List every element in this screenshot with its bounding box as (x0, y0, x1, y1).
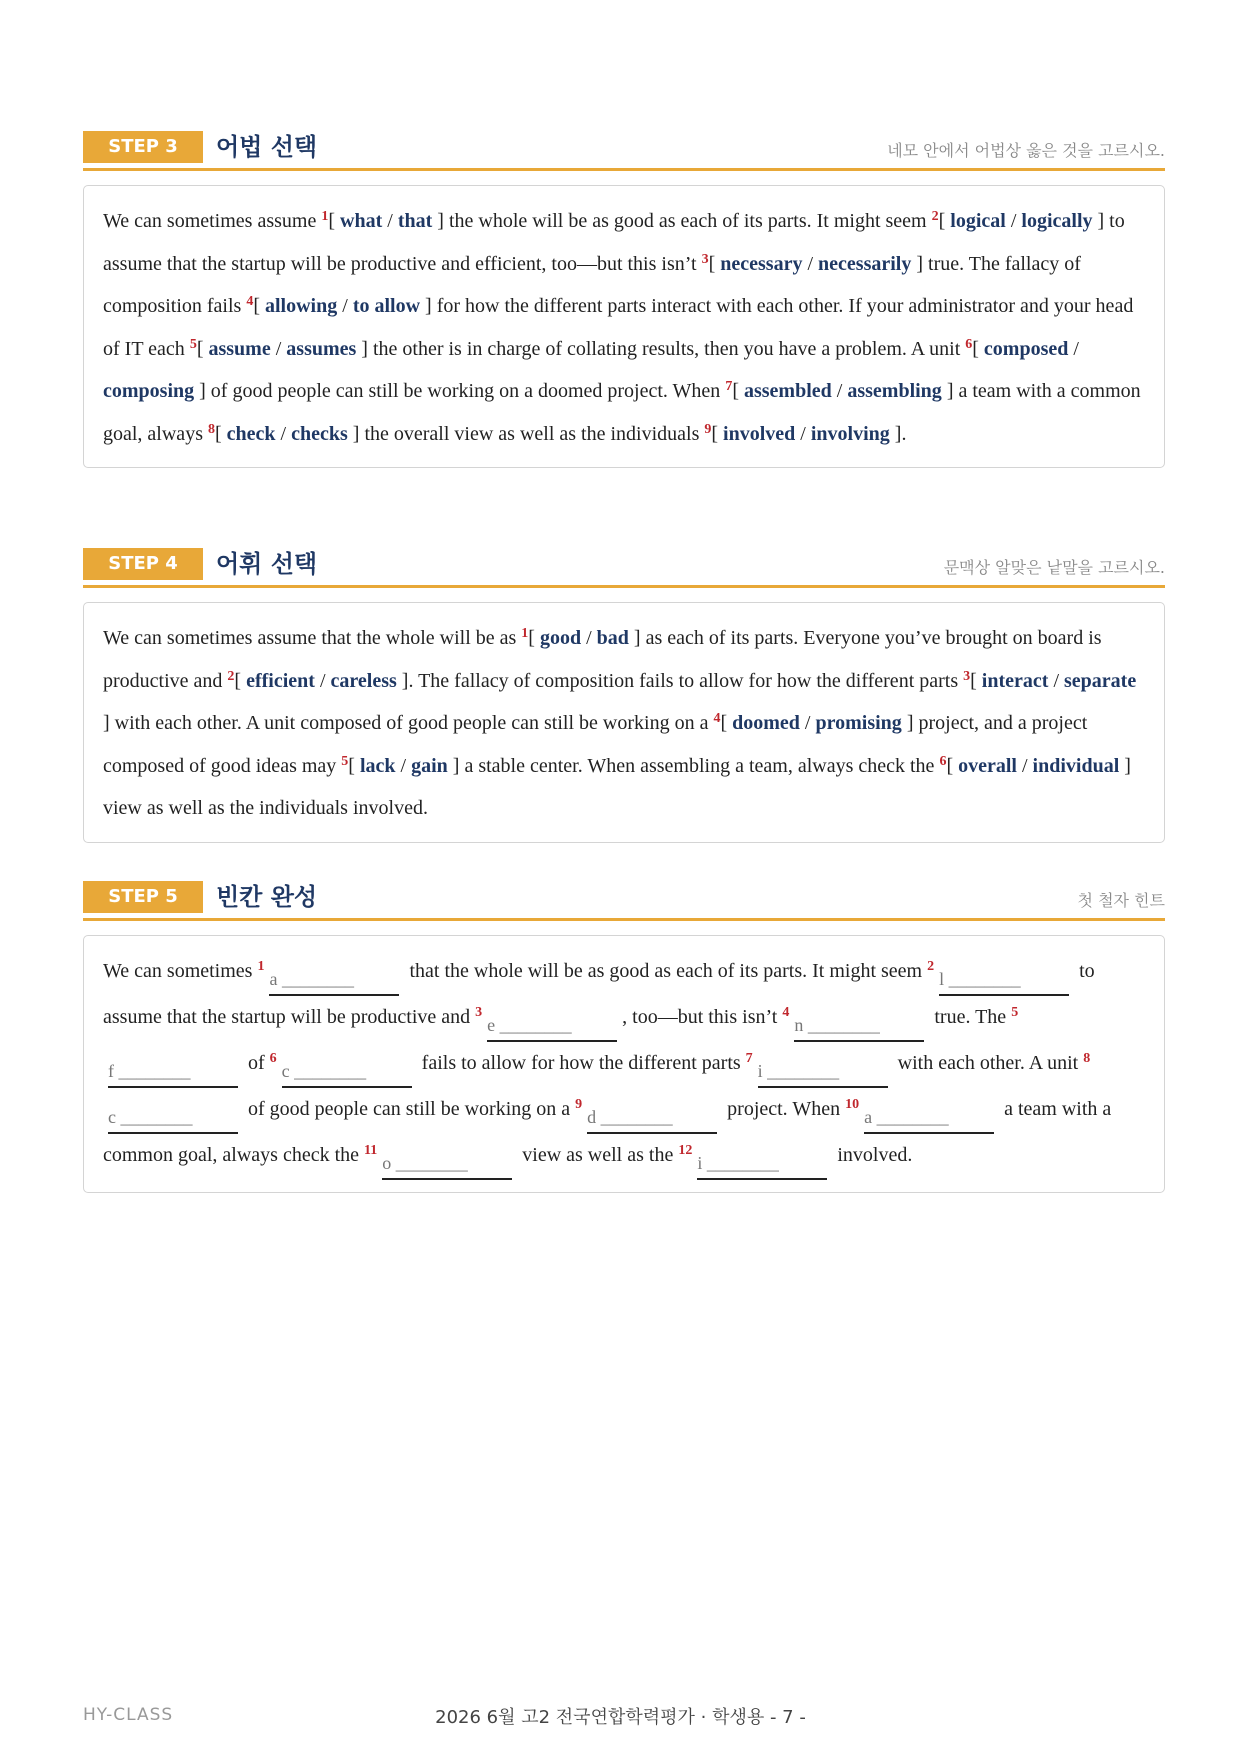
blank-field[interactable]: i ________ (697, 1148, 827, 1180)
option-a[interactable]: allowing (265, 295, 338, 317)
question-number: 2 (927, 959, 935, 974)
option-b[interactable]: that (397, 210, 433, 232)
passage-text: true. The (929, 1006, 1012, 1028)
question-number: 1 (257, 959, 265, 974)
passage-text: a team with a common goal, always check the (103, 1098, 1112, 1166)
option-a[interactable]: involved (723, 422, 796, 445)
step3-badge: STEP 3 (83, 131, 203, 163)
option-b[interactable]: composing (103, 380, 195, 402)
step3-title: 어법 선택 (216, 133, 318, 161)
passage-text: a team with a common goal, always (103, 380, 1141, 445)
option-b[interactable]: involving (810, 422, 890, 445)
passage-text: a stable center. When assembling a team, always check the (459, 754, 940, 777)
passage-text: view as well as the (517, 1144, 679, 1166)
blank-field[interactable]: c ________ (282, 1056, 412, 1088)
passage-text: to assume that the startup will be productive and (103, 960, 1095, 1028)
option-a[interactable]: lack (359, 754, 396, 777)
passage-text: , too—but this isn’t (622, 1006, 783, 1028)
passage-text: true. The fallacy of composition fails (103, 252, 1081, 317)
question-number: 8 (1083, 1051, 1091, 1066)
footer-brand: HY-CLASS (83, 1705, 174, 1725)
question-number: 2 (931, 209, 939, 224)
question-number: 1 (321, 209, 329, 224)
option-a[interactable]: interact (981, 669, 1049, 692)
blank-field[interactable]: f ________ (108, 1056, 238, 1088)
passage-text: the other is in charge of collating results, then you have a problem. A unit (367, 337, 966, 360)
step4-section (83, 545, 1165, 843)
option-a[interactable]: check (226, 422, 276, 445)
option-b[interactable]: necessarily (818, 252, 912, 275)
footer-page-info: 2026 6월 고2 전국연합학력평가 · 학생용 - 7 - (435, 1707, 806, 1728)
passage-text: project, and a project composed of good ideas may (103, 712, 1088, 777)
question-number: 8 (207, 421, 215, 437)
step5-header (83, 878, 1165, 921)
step3-section (83, 128, 1165, 468)
option-b[interactable]: assumes (286, 337, 357, 360)
option-a[interactable]: composed (983, 337, 1069, 360)
option-a[interactable]: assume (208, 337, 271, 360)
step5-passage (83, 935, 1165, 1193)
option-a[interactable]: overall (958, 754, 1017, 777)
option-b[interactable]: separate (1064, 669, 1137, 692)
question-number: 4 (713, 711, 721, 726)
option-a[interactable]: logical (950, 210, 1006, 232)
question-number: 6 (939, 753, 947, 769)
question-number: 3 (701, 251, 709, 267)
question-number: 2 (227, 668, 235, 684)
passage-text: . The fallacy of composition fails to allow for how the different parts (408, 669, 964, 692)
passage-text: We can sometimes assume (103, 210, 322, 232)
step5-badge: STEP 5 (83, 881, 203, 913)
passage-text: that the whole will be as good as each of its parts. It might seem (404, 960, 928, 982)
passage-text: as each of its parts. Everyone you’ve brought on board is productive and (103, 627, 1102, 692)
option-b[interactable]: careless (330, 669, 397, 692)
passage-text: project. When (722, 1098, 846, 1120)
option-b[interactable]: assembling (847, 380, 942, 402)
option-a[interactable]: good (539, 627, 582, 649)
passage-text: involved. (832, 1144, 913, 1166)
question-number: 7 (745, 1051, 753, 1066)
option-b[interactable]: individual (1032, 754, 1120, 777)
step4-header (83, 545, 1165, 588)
option-b[interactable]: gain (411, 754, 448, 777)
blank-field[interactable]: d ________ (587, 1102, 717, 1134)
step4-instruction: 문맥상 알맞은 낱말을 고르시오. (943, 558, 1165, 577)
passage-text: to assume that the startup will be productive and efficient, too—but this isn’t (103, 210, 1125, 275)
passage-text: of good people can still be working on a (243, 1098, 576, 1120)
option-b[interactable]: promising (815, 712, 902, 734)
option-b[interactable]: logically (1021, 210, 1093, 232)
question-number: 10 (845, 1097, 860, 1112)
passage-text: We can sometimes (103, 960, 258, 982)
question-number: 6 (269, 1051, 277, 1066)
passage-text: with each other. A unit composed of good people can still be working on a (109, 712, 714, 734)
blank-field[interactable]: a ________ (269, 964, 399, 996)
blank-field[interactable]: c ________ (108, 1102, 238, 1134)
step3-header (83, 128, 1165, 171)
option-a[interactable]: efficient (246, 669, 315, 692)
question-number: 5 (1011, 1005, 1019, 1020)
option-b[interactable]: checks (291, 422, 348, 445)
passage-text: of good people can still be working on a doomed project. When (205, 380, 726, 402)
question-number: 7 (725, 379, 733, 394)
question-number: 3 (475, 1005, 483, 1020)
question-number: 1 (521, 626, 529, 641)
blank-field[interactable]: a ________ (864, 1102, 994, 1134)
question-number: 6 (965, 336, 973, 352)
question-number: 5 (341, 753, 349, 769)
option-b[interactable]: to allow (352, 295, 421, 317)
blank-field[interactable]: i ________ (758, 1056, 888, 1088)
question-number: 9 (704, 421, 712, 437)
blank-field[interactable]: n ________ (794, 1010, 924, 1042)
option-a[interactable]: assembled (743, 380, 832, 402)
passage-text: view as well as the individuals involved. (103, 797, 428, 819)
step3-passage: We can sometimes assume $^1$[ what / that ] the whole will be as good as each of its parts. It might seem $^2$[ logical / logically ] to assume that the startup will be productive and efficient, too—but this isn’t $^3$[ necessary / necessarily ] true. The fallacy of composition fails $^4$[ allowing / to allow ] for how the different parts interact with each other. If your administrator and your head of IT each $^5$[ assume / assumes ] the other is in charge of collating results, then you have a problem. A unit $^6$[ composed / composing ] of good people can still be working on a doomed project. When $^7$[ assembled / assembling ] a team with a common goal, always $^8$[ check / checks ] the overall view as well as the individuals $^9$[ involved / involving ]. (83, 185, 1165, 468)
passage-text: fails to allow for how the different parts (416, 1052, 746, 1074)
question-number: 9 (575, 1097, 583, 1112)
passage-text: with each other. A unit (892, 1052, 1084, 1074)
passage-text: of (243, 1052, 270, 1074)
question-number: 4 (782, 1005, 790, 1020)
option-a[interactable]: necessary (720, 252, 803, 275)
question-number: 4 (246, 294, 254, 309)
passage-text: the whole will be as good as each of its parts. It might seem (443, 210, 932, 232)
question-number: 11 (364, 1143, 378, 1158)
step5-section (83, 878, 1165, 1193)
passage-text: . (901, 422, 907, 445)
step3-instruction: 네모 안에서 어법상 옳은 것을 고르시오. (887, 141, 1165, 160)
blank-field[interactable]: e ________ (487, 1010, 617, 1042)
step5-instruction: 첫 철자 힌트 (1077, 891, 1165, 910)
option-a[interactable]: doomed (732, 712, 800, 734)
step4-passage: We can sometimes assume that the whole will be as $^1$[ good / bad ] as each of its parts. Everyone you’ve brought on board is productive and $^2$[ efficient / careless ]. The fallacy of composition fails to allow for how the different parts $^3$[ interact / separate ] with each other. A unit composed of good people can still be working on a $^4$[ doomed / promising ] project, and a project composed of good ideas may $^5$[ lack / gain ] a stable center. When assembling a team, always check the $^6$[ overall / individual ] view as well as the individuals involved. (83, 602, 1165, 843)
question-number: 3 (963, 668, 971, 684)
blank-field[interactable]: o ________ (382, 1148, 512, 1180)
question-number: 5 (189, 336, 197, 352)
passage-text: for how the different parts interact with each other. If your administrator and your head of IT each (103, 295, 1134, 360)
question-number: 12 (678, 1143, 693, 1158)
step4-badge: STEP 4 (83, 548, 203, 580)
step4-title: 어휘 선택 (216, 550, 318, 578)
option-a[interactable]: what (340, 210, 383, 232)
passage-text: We can sometimes assume that the whole will be as (103, 627, 522, 649)
passage-text: the overall view as well as the individuals (359, 422, 705, 445)
blank-field[interactable]: l ________ (939, 964, 1069, 996)
option-b[interactable]: bad (596, 627, 629, 649)
step5-title: 빈칸 완성 (216, 883, 318, 911)
